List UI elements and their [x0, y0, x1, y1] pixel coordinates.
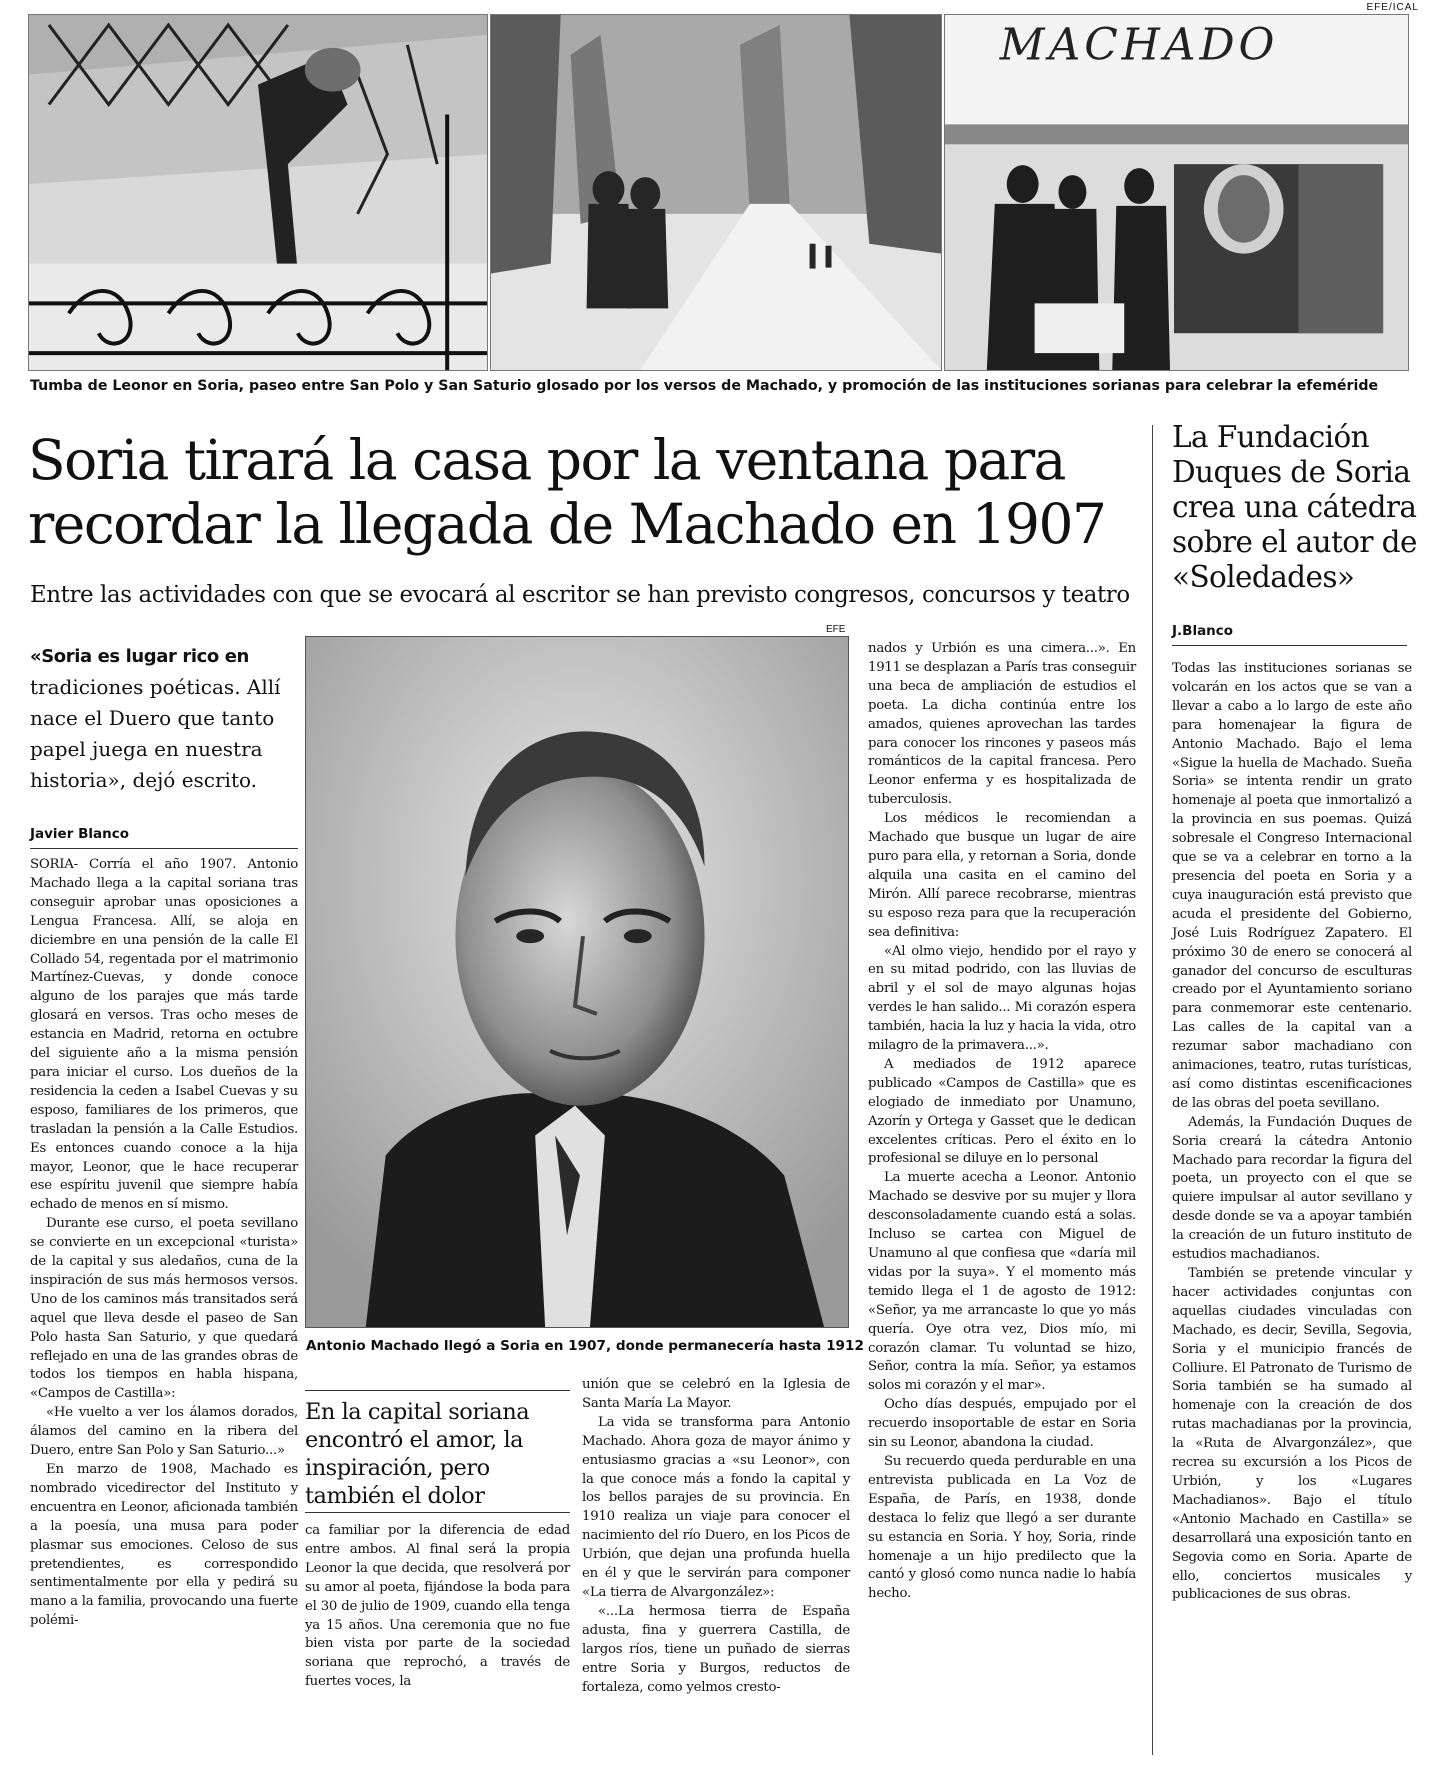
- photo-promocion-machado: [944, 14, 1409, 371]
- col3-paragraph: «...La hermosa tierra de España adusta, fina y guerrera Castilla, de largos ríos, tiene un puñado de sierras entre Soria y Burgos, reductos de fortaleza, como yelmos cresto-: [582, 1603, 850, 1695]
- inner-pull-quote: En la capital soriana encontró el amor, la inspiración, pero también el dolor: [305, 1399, 530, 1509]
- top-photo-caption: Tumba de Leonor en Soria, paseo entre San Polo y San Saturio glosado por los versos de Machado, y promoción de las instituciones sorianas para celebrar la efeméride: [30, 378, 1379, 394]
- main-byline: Javier Blanco: [30, 826, 129, 842]
- inner-quote-rule-bottom: [305, 1512, 570, 1513]
- col4-paragraph: Ocho días después, empujado por el recuerdo insoportable de estar en Soria sin su Leonor, abandona la ciudad.: [868, 1397, 1136, 1451]
- article-column-2: [305, 1522, 570, 1692]
- photo-credit-top: EFE/ICAL: [1366, 2, 1419, 13]
- inner-quote-rule-top: [305, 1390, 570, 1391]
- side-byline-rule: [1172, 645, 1407, 646]
- col4-paragraph: Los médicos le recomiendan a Machado que busque un lugar de aire puro para ella, y retornan a Soria, donde alquila una casita en el camino del Mirón. Allí parece recobrarse, mientras su esposo reza para que la recuperación sea definitiva:: [868, 811, 1136, 940]
- photo-paseo-san-polo: [490, 14, 942, 371]
- col4-paragraph: Su recuerdo queda perdurable en una entrevista publicada en La Voz de España, de París, en 1938, donde destaca lo feliz que llegó a ser durante su estancia en Soria. Y hoy, Soria, rinde homenaje a un hijo predilecto que la cantó y glosó como nunca nadie lo había hecho.: [868, 1453, 1136, 1602]
- side-paragraph: Además, la Fundación Duques de Soria creará la cátedra Antonio Machado para recordar la figura del poeta, un proyecto con el que se quiere impulsar al autor sevillano y desde donde se va a apoyar también la creación de un futuro instituto de estudios machadianos.: [1172, 1114, 1412, 1263]
- side-article-body: [1172, 660, 1412, 1605]
- main-headline: [28, 428, 1128, 556]
- col1-paragraph: Durante ese curso, el poeta sevillano se convierte en un excepcional «turista» de la capital y sus aledaños, cuna de la inspiración de sus más hermosos versos. Uno de los caminos más transitados será aquel que lleva desde el paseo de San Polo hasta San Saturio, y que quedará reflejado en una de las grandes obras de todos los tiempos en habla hispana, «Campos de Castilla»:: [30, 1216, 298, 1402]
- col4-paragraph: nados y Urbión es una cimera...». En 1911 se desplazan a París tras conseguir una beca de ampliación de estudios el poeta. La dicha continúa entre los amados, quienes aprovechan las tardes para conocer los rincones y paseos más románticos de la capital francesa. Pero Leonor enferma y es hospitalizada de tuberculosis.: [868, 641, 1136, 808]
- headline-line-2: recordar la llegada de Machado en 1907: [28, 492, 1106, 556]
- pullquote: [30, 640, 300, 796]
- col4-paragraph: La muerte acecha a Leonor. Antonio Machado se desvive por su mujer y llora desconsoladamente cuando está a solas. Incluso se cartea con Miguel de Unamuno al que confiesa que «daría mil vidas por la suya». Y el momento más temido llega el 1 de agosto de 1912: «Señor, ya me arrancaste lo que yo más quería. Oye otra vez, Dios mío, mi corazón clamar. Tu voluntad se hizo, Señor, contra la mía. Señor, ya estamos solos mi corazón y el mar».: [868, 1170, 1136, 1394]
- side-paragraph: Todas las instituciones sorianas se volcarán en los actos que se van a llevar a cabo a lo largo de este año para homenajear la figura de Antonio Machado. Bajo el lema «Sigue la huella de Machado. Sueña Soria» se intenta rendir un grato homenaje al poeta que inmortalizó a la provincia en sus poemas. Quizá sobresale el Congreso Internacional que se va a celebrar en torno a la presencia del poeta en Soria y a cuya inauguración está previsto que acuda el presidente del Gobierno, José Luis Rodríguez Zapatero. El próximo 30 de enero se conocerá al ganador del concurso de esculturas creado por el Ayuntamiento soriano para conmemorar este centenario. Las calles de la capital van a rezumar sabor machadiano con animaciones, teatro, rutas turísticas, así como distintas escenificaciones de las obras del poeta sevillano.: [1172, 661, 1412, 1111]
- portrait-credit: EFE: [826, 624, 846, 635]
- pullquote-rest: tradiciones poéticas. Allí nace el Duero que tanto papel juega en nuestra historia», dejó escrito.: [30, 675, 281, 792]
- side-paragraph: También se pretende vincular y hacer actividades conjuntas con aquellas ciudades vinculadas con Machado, es decir, Sevilla, Segovia, Soria y el municipio francés de Colliure. El Patronato de Turismo de Soria también se ha sumado al homenaje con la creación de dos rutas machadianas por la provincia, la «Ruta de Alvargonzález», que recrea su excursión a los Picos de Urbión, y los «Lugares Machadianos». Bajo el título «Antonio Machado en Castilla» se desarrollará una exposición tanto en Segovia como en Soria. Aparte de ello, conciertos musicales y publicaciones de sus obras.: [1172, 1266, 1412, 1603]
- col1-paragraph: SORIA- Corría el año 1907. Antonio Machado llega a la capital soriana tras conseguir aprobar unas oposiciones a Lengua Francesa. Allí, se aloja en diciembre en una pensión de la calle El Collado 54, regentada por el matrimonio Martínez-Cuevas, y donde conoce alguno de los parajes que más tarde glosará en versos. Tras ocho meses de estancia en Madrid, retorna en octubre del siguiente año a la misma pensión para iniciar el curso. Los dueños de la residencia la ceden a Isabel Cuevas y su esposo, familiares de los primeros, que trasladan la pensión a la Calle Estudios. Es entonces cuando conoce a la hija mayor, Leonor, que le hace recuperar ese espíritu juvenil que siempre había echado de menos en sí mismo.: [30, 857, 298, 1213]
- col1-paragraph: «He vuelto a ver los álamos dorados, álamos del camino en la ribera del Duero, entre San Polo y San Saturio...»: [30, 1405, 298, 1459]
- article-column-4: [868, 640, 1136, 1604]
- photo-tumba-leonor: [28, 14, 488, 371]
- col3-paragraph: La vida se transforma para Antonio Machado. Ahora goza de mayor ánimo y entusiasmo gracias a «su Leonor», con la que conoce más a fondo la capital y los bellos parajes de su provincia. En 1910 realiza un viaje para conocer el nacimiento del río Duero, en los Picos de Urbión, que dejan una profunda huella en él y que le servirán para componer «La tierra de Alvargonzález»:: [582, 1414, 850, 1600]
- side-headline: La Fundación Duques de Soria crea una cátedra sobre el autor de «Soledades»: [1172, 420, 1417, 594]
- col1-paragraph: En marzo de 1908, Machado es nombrado vicedirector del Instituto y encuentra en Leonor, aficionada también a la poesía, una musa para poder plasmar sus emociones. Celoso de sus pretendientes, es correspondido sentimentalmente por ella y pedirá su mano a la familia, provocando una fuerte polémi-: [30, 1462, 298, 1629]
- side-byline: J.Blanco: [1172, 623, 1234, 639]
- article-column-3: [582, 1376, 850, 1697]
- col3-paragraph: unión que se celebró en la Iglesia de Santa María La Mayor.: [582, 1377, 850, 1411]
- pullquote-lead: «Soria es lugar rico en: [30, 646, 249, 667]
- headline-line-1: Soria tirará la casa por la ventana para: [28, 428, 1065, 492]
- subheadline: Entre las actividades con que se evocará al escritor se han previsto congresos, concursos y teatro: [30, 580, 1130, 608]
- article-column-1: [30, 856, 298, 1631]
- main-byline-rule: [30, 848, 298, 849]
- col2-paragraph: ca familiar por la diferencia de edad entre ambos. Al final será la propia Leonor la que decida, que resolverá por su amor al poeta, fijándose la boda para el 30 de julio de 1909, cuando ella tenga ya 15 años. Una ceremonia que no fue bien vista por parte de la sociedad soriana que reprochó, a través de fuertes voces, la: [305, 1523, 570, 1690]
- side-column-divider: [1152, 425, 1153, 1755]
- portrait-antonio-machado: [305, 636, 849, 1328]
- portrait-caption: Antonio Machado llegó a Soria en 1907, donde permanecería hasta 1912: [306, 1338, 864, 1354]
- machado-sign-text: MACHADO: [999, 19, 1279, 71]
- col4-paragraph: A mediados de 1912 aparece publicado «Campos de Castilla» que es elogiado de inmediato por Unamuno, Azorín y Ortega y Gasset que le dedican excelentes críticas. Pero el éxito en lo profesional se diluye en lo personal: [868, 1056, 1136, 1167]
- col4-paragraph: «Al olmo viejo, hendido por el rayo y en su mitad podrido, con las lluvias de abril y el sol de mayo algunas hojas verdes le han salido... Mi corazón espera también, hacia la luz y hacia la vida, otro milagro de la primavera...».: [868, 943, 1136, 1054]
